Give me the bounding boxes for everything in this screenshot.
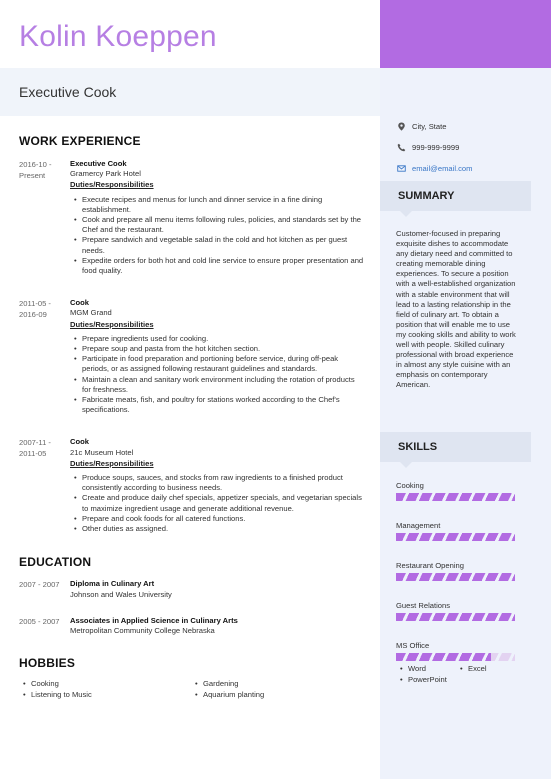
education-entry xyxy=(19,579,364,599)
entry-school: Metropolitan Community College Nebraska xyxy=(70,625,215,635)
map-pin-icon xyxy=(397,122,406,131)
phone-icon xyxy=(397,143,406,152)
entry-degree: Diploma in Culinary Art xyxy=(70,579,155,589)
list-item: • Expedite orders for both hot and cold line service to ensure proper presentation and food quality. xyxy=(82,256,364,276)
list-item: • Other duties as assigned. xyxy=(82,524,364,534)
skill-label: Cooking xyxy=(396,481,424,490)
work-experience-heading: WORK EXPERIENCE xyxy=(19,134,141,148)
duties-list xyxy=(70,195,364,277)
list-item: • Maintain a clean and sanitary work environment including the rotation of products for freshness. xyxy=(82,375,364,395)
entry-role: Cook xyxy=(70,298,89,308)
entry-dates: 2011-05 - 2016-09 xyxy=(19,299,51,320)
email-link[interactable]: email@email.com xyxy=(412,164,473,173)
duties-label: Duties/Responsibilities xyxy=(70,180,154,190)
list-item: • Aquarium planting xyxy=(191,690,264,701)
summary-heading xyxy=(380,181,531,211)
entry-dates: 2005 - 2007 xyxy=(19,616,60,626)
work-entry xyxy=(19,437,364,534)
skill-label: Management xyxy=(396,521,441,530)
skill-bar xyxy=(396,573,515,581)
list-item: • Execute recipes and menus for lunch and dinner service in a fine dining establishment. xyxy=(82,195,364,215)
phone-text: 999-999-9999 xyxy=(412,143,460,152)
job-title: Executive Cook xyxy=(19,84,117,100)
skill-label: MS Office xyxy=(396,641,430,650)
entry-employer: 21c Museum Hotel xyxy=(70,447,134,457)
skill-restaurant-opening xyxy=(396,561,520,581)
contact-email[interactable] xyxy=(397,158,472,179)
duties-list xyxy=(70,334,364,416)
entry-employer: MGM Grand xyxy=(70,308,112,318)
hobbies-heading: HOBBIES xyxy=(19,656,76,671)
entry-dates: 2016-10 - Present xyxy=(19,160,52,180)
title-bar xyxy=(0,68,380,116)
location-text: City, State xyxy=(412,122,447,131)
list-item: • Cook and prepare all menu items following rules, policies, and standards set by the Chef and the restaurant. xyxy=(82,215,364,235)
accent-block xyxy=(380,0,551,68)
skill-bar xyxy=(396,653,515,661)
work-entry xyxy=(19,159,364,276)
education-entry xyxy=(19,616,364,636)
entry-role: Cook xyxy=(70,437,89,447)
skill-bar xyxy=(396,533,515,541)
list-item: • PowerPoint xyxy=(398,675,458,686)
list-item: • Fabricate meats, fish, and poultry for stations worked according to the Chef's specifications. xyxy=(82,395,364,415)
candidate-name: Kolin Koeppen xyxy=(19,20,217,53)
entry-dates: 2007 - 2007 xyxy=(19,580,60,590)
list-item: • Produce soups, sauces, and stocks from raw ingredients to a finished product consistently according to business needs. xyxy=(82,473,364,493)
list-item: • Create and produce daily chef specials, appetizer specials, and vegetarian specials to maximize ingredient usage and generate additional revenue. xyxy=(82,493,364,513)
list-item: • Prepare soup and pasta from the hot kitchen section. xyxy=(82,344,364,354)
work-entry xyxy=(19,298,364,415)
list-item: • Prepare ingredients used for cooking. xyxy=(82,334,364,344)
list-item: • Listening to Music xyxy=(19,690,191,701)
entry-role: Executive Cook xyxy=(70,159,127,168)
hobbies-list xyxy=(19,679,364,700)
summary-text: Customer-focused in preparing exquisite dishes to accommodate any dietary need and committed to creating memorable dining experiences. To secure a position with a well-established organization with a stable environment that will lead to a lasting relationship in the field of culinary art. To obtain a position that will enable me to use my cooking skills and ability to work well with people. Skilled culinary professional with broad experience in almost any style cuisine with an emphasis on contemporary American. xyxy=(396,229,516,390)
entry-degree: Associates in Applied Science in Culinary Arts xyxy=(70,615,238,625)
mail-icon xyxy=(397,164,406,173)
skill-ms-office xyxy=(396,641,520,661)
ms-office-items xyxy=(398,664,518,685)
list-item: • Prepare and cook foods for all catered functions. xyxy=(82,514,364,524)
list-item: • Prepare sandwich and vegetable salad in the cold and hot kitchen as per guest needs. xyxy=(82,235,364,255)
entry-dates: 2007-11 - 2011-05 xyxy=(19,438,51,459)
list-item: • Cooking xyxy=(19,679,191,690)
entry-employer: Gramercy Park Hotel xyxy=(70,169,141,179)
skill-bar xyxy=(396,613,515,621)
education-heading: EDUCATION xyxy=(19,555,92,570)
contact-info xyxy=(397,116,472,179)
name-bar xyxy=(0,0,380,68)
list-item: • Excel xyxy=(458,664,518,675)
skill-bar xyxy=(396,493,515,501)
main-column xyxy=(19,134,364,700)
skill-cooking xyxy=(396,481,520,501)
skills-heading xyxy=(380,432,531,462)
skill-label: Restaurant Opening xyxy=(396,561,464,570)
contact-location xyxy=(397,116,472,137)
list-item: • Participate in food preparation and portioning before service, during off-peak periods, or as assigned following restaurant guidelines and standards. xyxy=(82,354,364,374)
list-item: • Word xyxy=(398,664,458,675)
skills-heading-text: SKILLS xyxy=(398,441,438,453)
contact-phone xyxy=(397,137,472,158)
duties-label: Duties/Responsibilities xyxy=(70,319,154,329)
skill-label: Guest Relations xyxy=(396,601,451,610)
duties-label: Duties/Responsibilities xyxy=(70,458,154,468)
duties-list xyxy=(70,473,364,534)
skill-management xyxy=(396,521,520,541)
summary-heading-text: SUMMARY xyxy=(398,190,455,202)
skill-guest-relations xyxy=(396,601,520,621)
entry-school: Johnson and Wales University xyxy=(70,589,172,599)
list-item: • Gardening xyxy=(191,679,264,690)
